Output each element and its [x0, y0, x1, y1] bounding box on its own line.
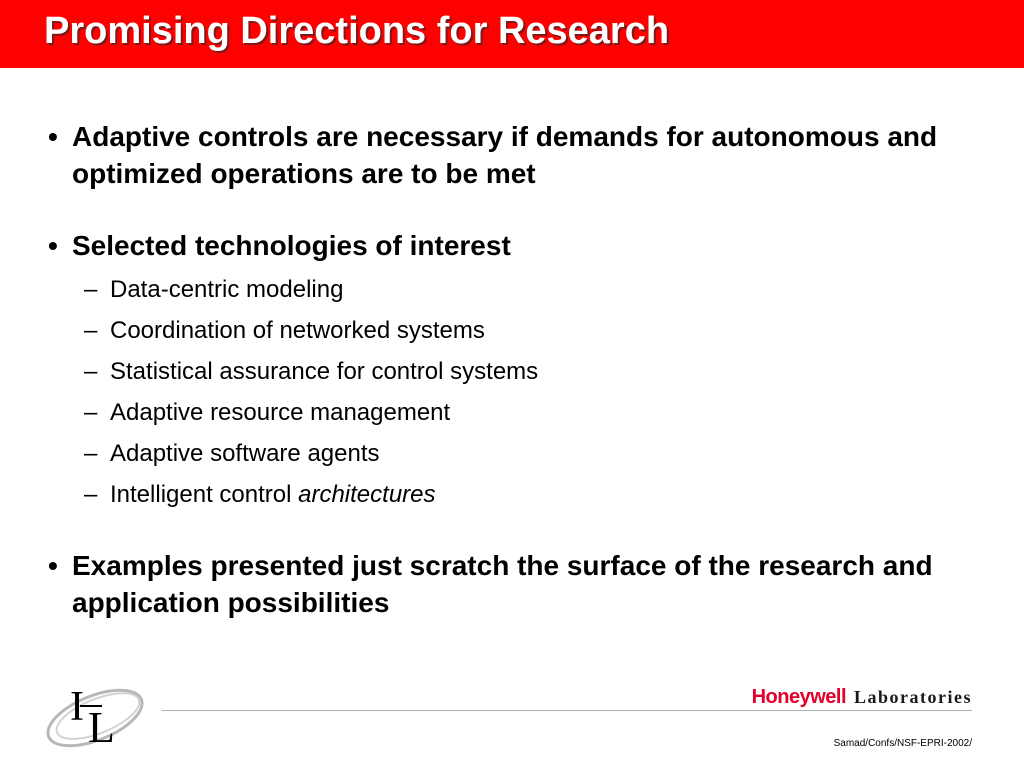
sub-item-text: Adaptive resource management	[110, 399, 451, 426]
slide-title: Promising Directions for Research	[44, 10, 670, 52]
dash-icon: –	[84, 440, 98, 467]
sub-item-text: Data-centric modeling	[110, 276, 344, 303]
sub-item-text: Statistical assurance for control systems	[110, 358, 539, 385]
sub-item	[84, 316, 485, 346]
sub-item	[84, 439, 380, 469]
brand-suffix: Laboratories	[854, 687, 972, 707]
dash-icon: –	[84, 481, 98, 508]
svg-text:I: I	[70, 684, 84, 730]
svg-text:L: L	[88, 703, 115, 752]
bullet-item	[48, 547, 978, 621]
bullet-icon: •	[48, 230, 58, 261]
title-bar	[0, 0, 1024, 68]
sub-item	[84, 357, 538, 387]
sub-item-text: Coordination of networked systems	[110, 317, 485, 344]
sub-item-text	[110, 480, 436, 510]
bullet-item	[48, 118, 978, 192]
bullet-text: Selected technologies of interest	[72, 230, 511, 261]
bullet-icon: •	[48, 121, 58, 152]
bullet-item	[48, 227, 978, 264]
bullet-icon: •	[48, 550, 58, 581]
footer-divider	[162, 710, 972, 711]
bullet-text: Examples presented just scratch the surface of the research and application possibilities	[72, 550, 933, 618]
footer-path: Samad/Confs/NSF-EPRI-2002/	[833, 738, 972, 749]
honeywell-labs-logo	[752, 686, 972, 709]
sub-item	[84, 275, 343, 305]
sub-item-emphasis: architectures	[298, 481, 436, 508]
sub-item-plain: Intelligent control	[110, 481, 299, 508]
bullet-text: Adaptive controls are necessary if demands for autonomous and optimized operations are to be met	[72, 121, 938, 189]
brand-name: Honeywell	[751, 686, 847, 708]
dash-icon: –	[84, 276, 98, 303]
hl-logo-icon	[40, 678, 155, 754]
sub-item	[84, 398, 450, 428]
dash-icon: –	[84, 399, 98, 426]
dash-icon: –	[84, 358, 98, 385]
sub-item-text: Adaptive software agents	[110, 440, 380, 467]
sub-item	[84, 480, 436, 510]
dash-icon: –	[84, 317, 98, 344]
